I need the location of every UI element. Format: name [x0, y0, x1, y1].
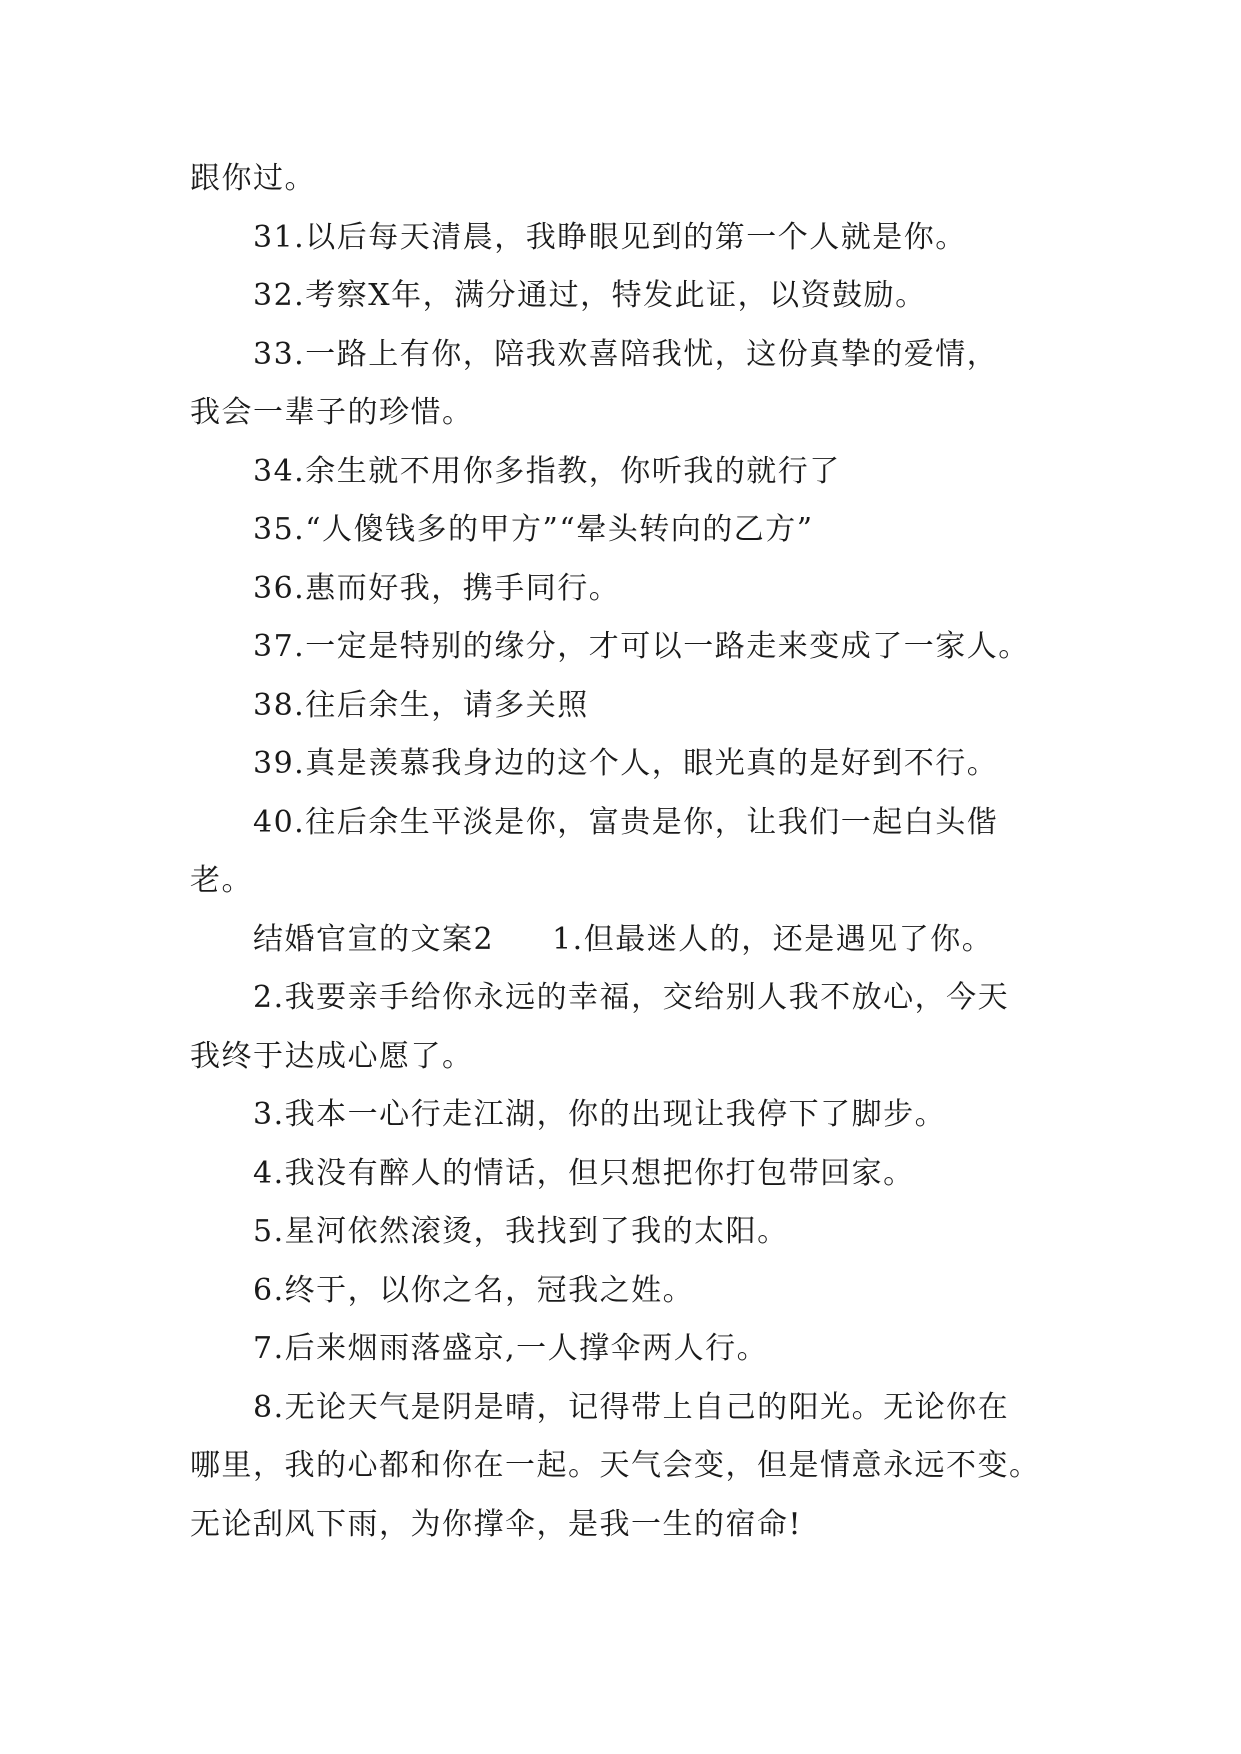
section-heading: 结婚官宣的文案2: [253, 921, 495, 957]
text-line: 39.真是羡慕我身边的这个人，眼光真的是好到不行。: [253, 746, 999, 781]
section-first-item: 1.但最迷人的，还是遇见了你。: [552, 921, 994, 957]
text-line: 跟你过。: [190, 161, 316, 196]
text-line: 6.终于，以你之名，冠我之姓。: [253, 1272, 695, 1308]
text-line: 我会一辈子的珍惜。: [190, 395, 474, 430]
section-heading-line: [190, 911, 1070, 970]
text-block-list-part-one: [190, 150, 1070, 911]
text-line: 40.往后余生平淡是你，富贵是你，让我们一起白头偕: [253, 804, 999, 840]
text-block-list-part-two: [190, 969, 1070, 1554]
text-line: 35.“人傻钱多的甲方”“晕头转向的乙方”: [253, 512, 814, 547]
text-line: 5.星河依然滚烫，我找到了我的太阳。: [253, 1214, 789, 1249]
text-line: 哪里，我的心都和你在一起。天气会变，但是情意永远不变。: [190, 1448, 1041, 1483]
text-line: 38.往后余生，请多关照: [253, 687, 589, 723]
text-line: 3.我本一心行走江湖，你的出现让我停下了脚步。: [253, 1097, 947, 1132]
text-line: 36.惠而好我，携手同行。: [253, 570, 621, 606]
text-line: 2.我要亲手给你永远的幸福，交给别人我不放心，今天: [253, 980, 1010, 1015]
text-line: 31.以后每天清晨，我睁眼见到的第一个人就是你。: [253, 219, 967, 255]
text-line: 老。: [190, 863, 253, 898]
document-body: [190, 150, 1070, 1554]
text-line: 32.考察X年，满分通过，特发此证，以资鼓励。: [253, 278, 927, 313]
text-line: 4.我没有醉人的情话，但只想把你打包带回家。: [253, 1155, 915, 1191]
text-line: 我终于达成心愿了。: [190, 1038, 474, 1074]
text-line: 无论刮风下雨，为你撑伞，是我一生的宿命!: [190, 1506, 803, 1542]
text-line: 7.后来烟雨落盛京,一人撑伞两人行。: [253, 1331, 769, 1366]
text-line: 33.一路上有你，陪我欢喜陪我忧，这份真挚的爱情，: [253, 336, 999, 372]
text-line: 34.余生就不用你多指教，你听我的就行了: [253, 453, 841, 489]
text-line: 8.无论天气是阴是晴，记得带上自己的阳光。无论你在: [253, 1389, 1010, 1425]
text-line: 37.一定是特别的缘分，才可以一路走来变成了一家人。: [253, 629, 1030, 664]
